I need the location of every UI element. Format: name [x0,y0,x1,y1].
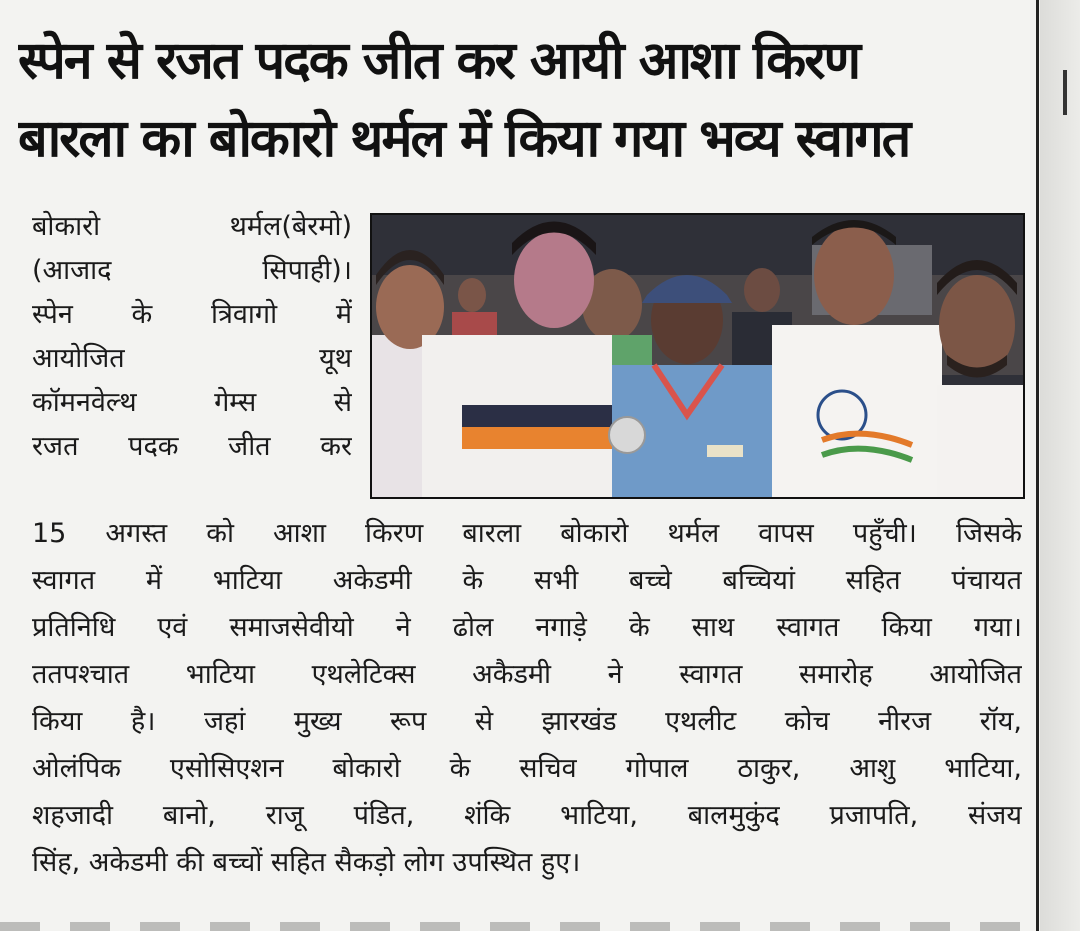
body-line: प्रतिनिधि एवं समाजसेवीयो ने ढोल नगाड़े के साथ स्वागत किया गया। [32,612,1022,643]
photo-illustration [372,215,1023,497]
column-rule-mark [1063,70,1067,115]
body-line: शहजादी बानो, राजू पंडित, शंकि भाटिया, बालमुकुंद प्रजापति, संजय [32,800,1022,831]
intro-line: रजत पदक जीत कर [32,431,352,462]
body-line: 15 अगस्त को आशा किरण बारला बोकारो थर्मल वापस पहुँची। जिसके [32,518,1022,549]
intro-line: (आजाद सिपाही)। [32,255,352,286]
body-line: किया है। जहां मुख्य रूप से झारखंड एथलीट कोच नीरज रॉय, [32,706,1022,737]
body-line: ततपश्चात भाटिया एथलेटिक्स अकैडमी ने स्वागत समारोह आयोजित [32,659,1022,690]
article-intro-column [32,205,352,469]
next-article-edge [0,922,1040,931]
page-margin [1040,0,1080,931]
body-line: ओलंपिक एसोसिएशन बोकारो के सचिव गोपाल ठाकुर, आशु भाटिया, [32,753,1022,784]
intro-line: आयोजित यूथ [32,343,352,374]
intro-line: स्पेन के त्रिवागो में [32,299,352,330]
headline-line-2: बारला का बोकारो थर्मल में किया गया भव्य स्वागत [18,109,910,169]
body-line: स्वागत में भाटिया अकेडमी के सभी बच्चे बच्चियां सहित पंचायत [32,565,1022,596]
intro-line: कॉमनवेल्थ गेम्स से [32,387,352,418]
body-line: सिंह, अकेडमी की बच्चों सहित सैकड़ो लोग उपस्थित हुए। [32,847,581,878]
article-body [32,510,1022,886]
news-photo [370,213,1025,499]
intro-line: बोकारो थर्मल(बेरमो) [32,211,352,242]
column-rule [1036,0,1039,931]
headline-line-1: स्पेन से रजत पदक जीत कर आयी आशा किरण [18,31,860,91]
